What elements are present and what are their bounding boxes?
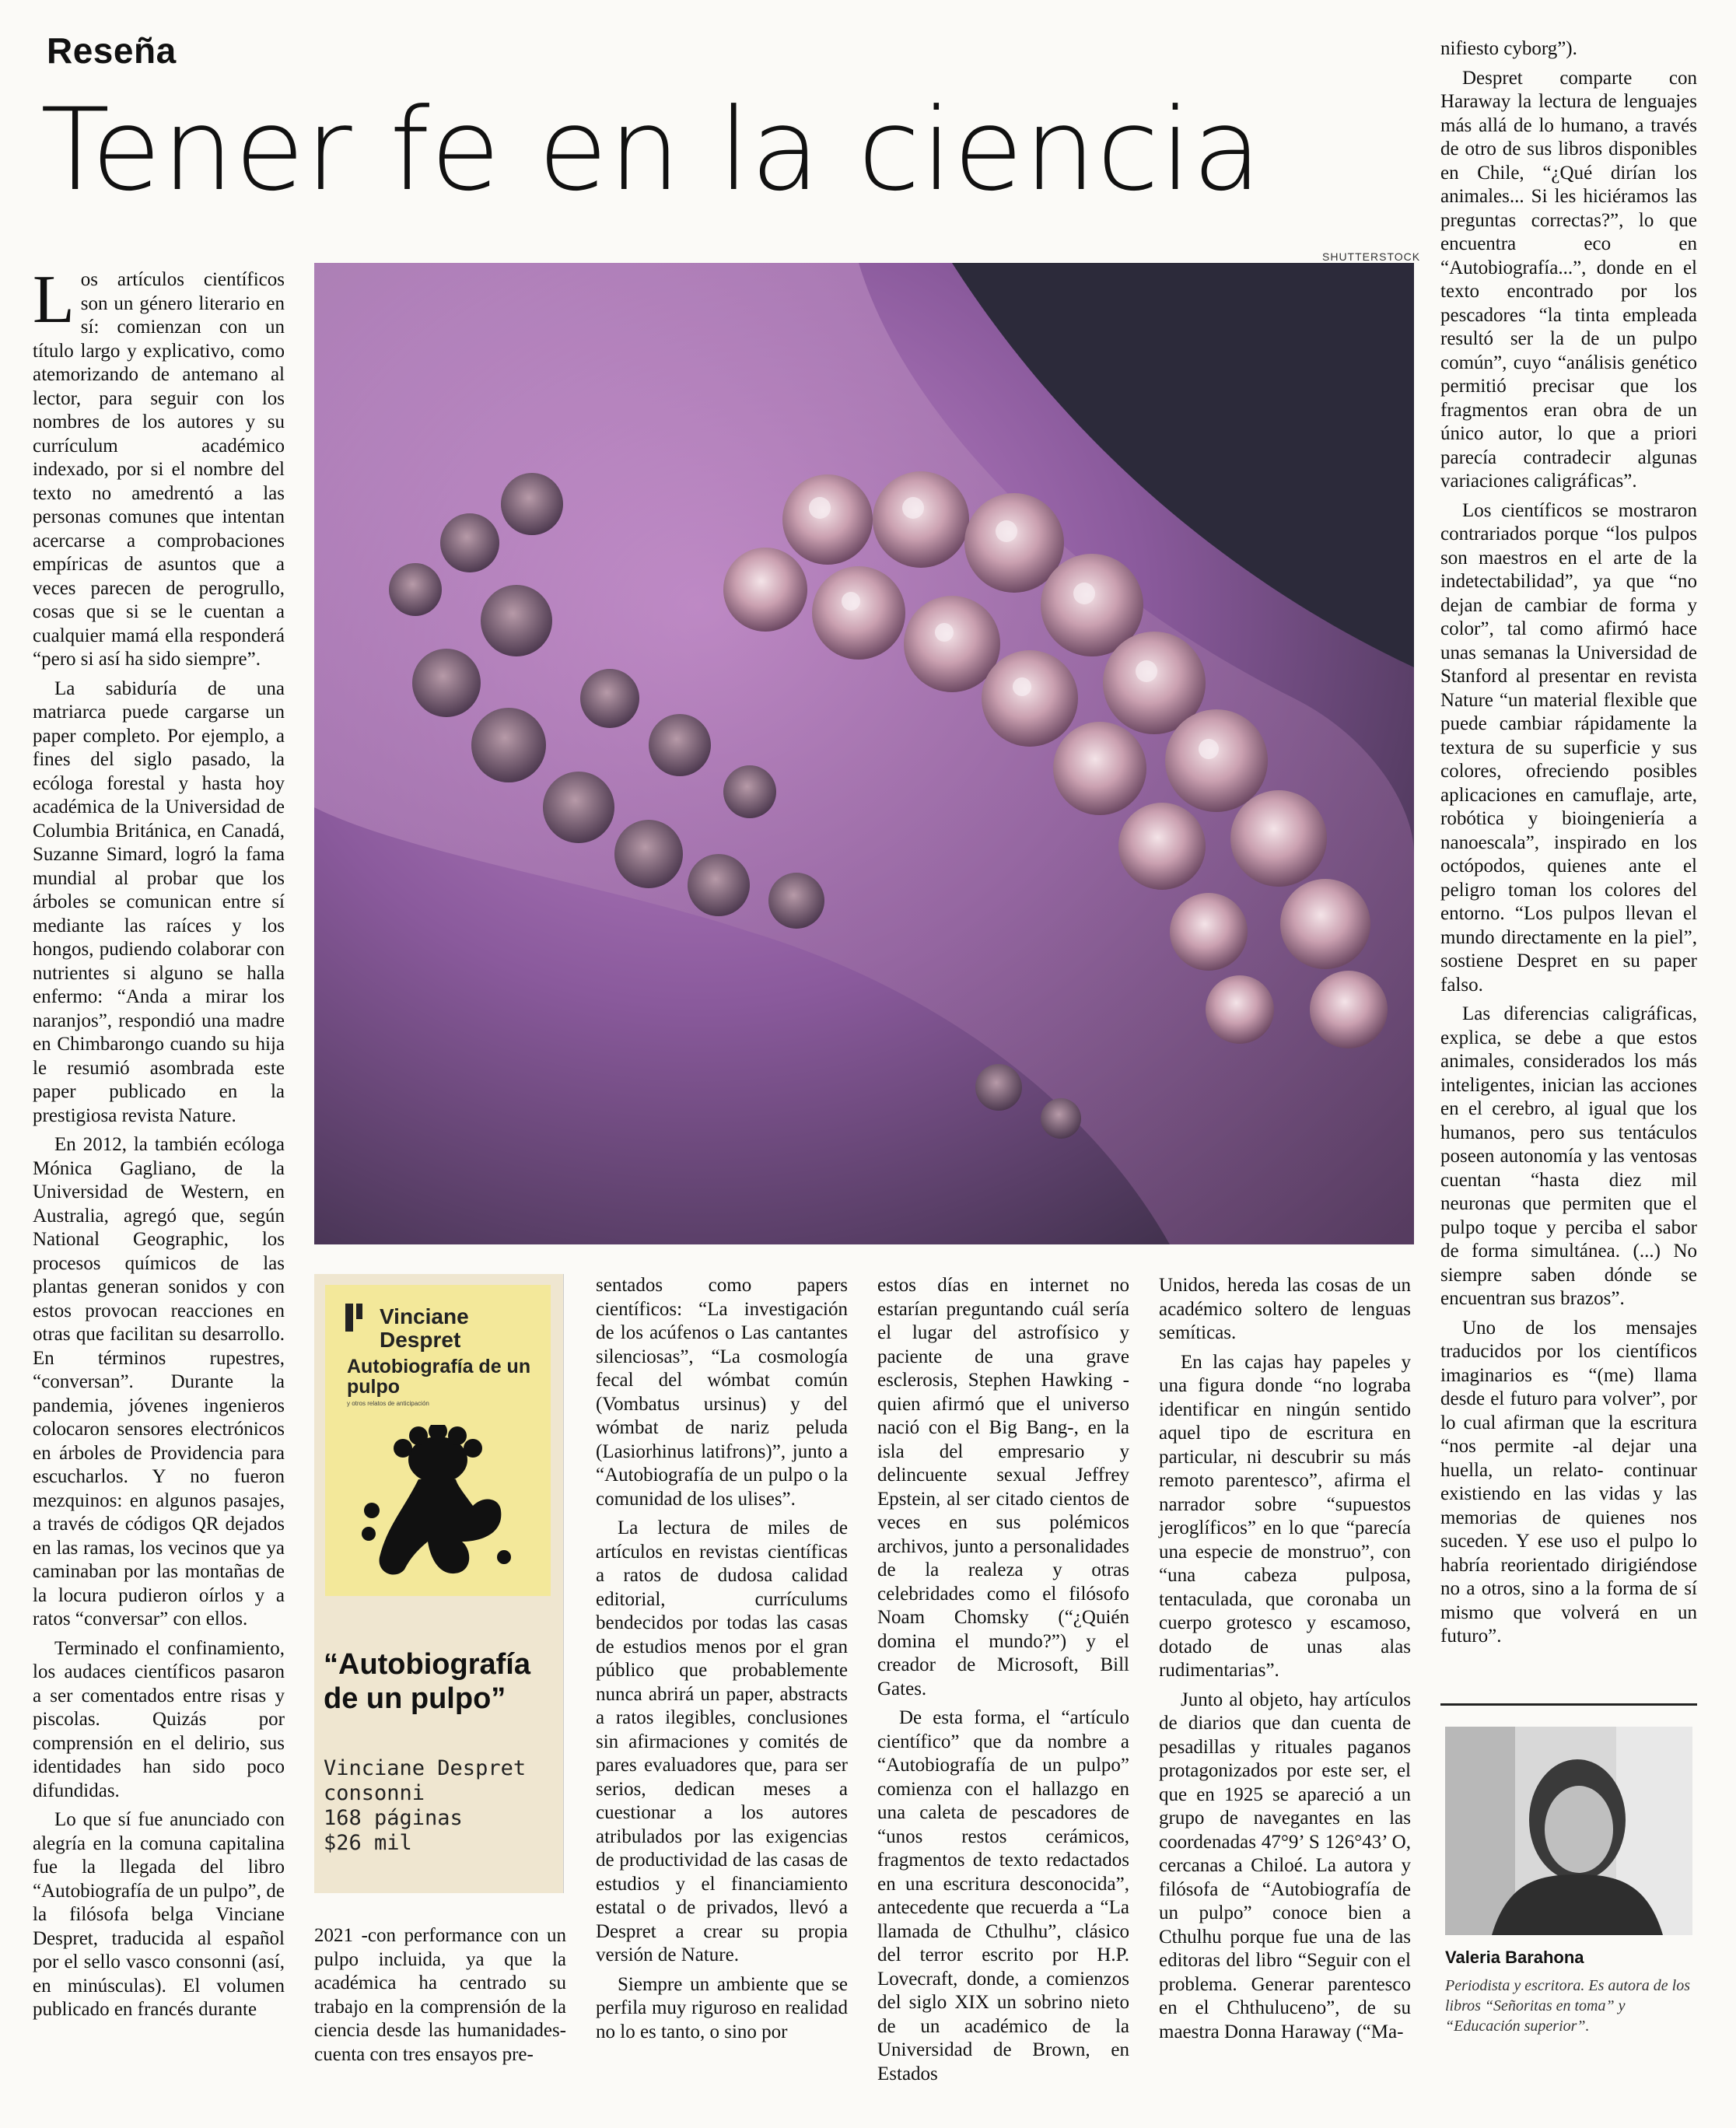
paragraph: Las diferencias caligráficas, explica, se debe a que estos animales, considerados los más inteligentes, inician las acciones en el cerebro, al igual que los humanos, pero sus tentáculos poseen autonomía y las ventosas cuentan “hasta diez mil neuronas que permiten que el pulpo toque y perciba el sabor de forma simultánea. (...) No siempre saben dónde se encuentran sus brazos”. xyxy=(1440,1003,1697,1309)
reviewer-name: Valeria Barahona xyxy=(1445,1948,1584,1967)
publisher-logo-icon xyxy=(342,1302,369,1333)
reviewer-bio: Periodista y escritora. Es autora de los libros “Señoritas en toma” y “Educación superior”. xyxy=(1445,1977,1690,2035)
book-publisher: consonni xyxy=(324,1781,425,1805)
paragraph: En 2012, la también ecóloga Mónica Gagliano, de la Universidad de Western, en Australia, agregó que, según National Geographic, los procesos químicos de las plantas generan sonidos y con estos provocan reacciones en otras que facilitan su desarrollo. En términos rupestres, “conversan”. Durante la pandemia, jóvenes ingenieros colocaron sensores electrónicos en árboles de Providencia para escucharlos. Y no fueron mezquinos: en algunos pasajes, a través de códigos QR dejados en las ramas, los vecinos que ya caminaban por las montañas de la locura pudieron oírlos y a ratos “conversar” con ellos. xyxy=(33,1134,285,1629)
paragraph: Lo que sí fue anunciado con alegría en la comuna capitalina fue la llegada del libro “Autobiografía de un pulpo”, de la filósofa belga Vinciane Despret, traducida al español por el sello vasco consonni (así, en minúsculas). El volumen publicado en francés durante xyxy=(33,1809,285,2020)
paragraph: Los científicos se mostraron contrariados porque “los pulpos son maestros en el arte de la indetectabilidad”, ya que “no dejan de cambiar de forma y color”, tal como afirmó hace unas semanas la Universidad de Stanford al presentar en revista Nature “un material flexible que puede cambiar rápidamente la textura de su superficie y sus colores, ofreciendo posibles aplicaciones en camuflaje, arte, robótica y bioingeniería a nanoescala”, inspirado en los octópodos, quienes ante el peligro toman los colores del entorno. “Los pulpos llevan el mundo directamente en la piel”, sostiene Despret en su paper falso. xyxy=(1440,499,1697,996)
paragraph: Uno de los mensajes traducidos por los científicos imaginarios es “(me) llama desde el futuro para volver”, por lo cual afirman que la escritura “nos permite -al dejar una huella, un relato- continuar existiendo en las vidas y las memorias de quienes nos suceden. Y ese uso el pulpo lo habría reorientado dirigiéndose no a otros, sino a la forma de sí mismo que volverá en un futuro”. xyxy=(1440,1317,1697,1647)
paragraph: En las cajas hay papeles y una figura donde “no lograba identificar en ningún sentido aquel tipo de escritura en particular, ni descubrir su más remoto parentesco”, afirma el narrador sobre “supuestos jeroglíficos” en lo que “parecía una especie de monstruo”, con “una cabeza pulposa, tentaculada, que coronaba un cuerpo grotesco y escamoso, dotado de unas alas rudimentarias”. xyxy=(1159,1351,1411,1681)
book-author: Vinciane Despret xyxy=(324,1756,527,1780)
reviewer-portrait xyxy=(1445,1727,1692,1935)
article-column-2 xyxy=(314,1924,566,2111)
octopus-illustration-icon xyxy=(356,1425,520,1588)
paragraph: Terminado el confinamiento, los audaces científicos pasaron a ser comentados entre risas y piscolas. Quizás por comprensión en el delirio, sus identidades han sido poco difundidas. xyxy=(33,1637,285,1801)
article-column-5 xyxy=(1159,1274,1411,2114)
cover-title: Autobiografía de un pulpo xyxy=(347,1356,531,1398)
paragraph: Junto al objeto, hay artículos de diarios que dan cuenta de pesadillas y rituales paganos protagonizados por este ser, el que en 1925 se apareció a un grupo de navegantes en las coordenadas 47°9’ S 126°43’ O, cercanas a Chiloé. La autora y filósofa de “Autobiografía de un pulpo” conoce bien a Cthulhu porque fue una de las editoras del libro “Seguir con el problema. Generar parentesco en el Chthuluceno”, de su maestra Donna Haraway (“Ma- xyxy=(1159,1689,1411,2042)
paragraph: La sabiduría de una matriarca puede cargarse un paper completo. Por ejemplo, a fines del siglo pasado, la ecóloga forestal y hasta hoy académica de la Universidad de Columbia Británica, en Canadá, Suzanne Simard, logró la fama mundial al probar que los árboles se comunican entre sí mediante las raíces y los hongos, pudiendo colaborar con nutrientes si alguno se halla enfermo: “Anda a mirar los naranjos”, respondió una madre en Chimbarongo cuando su hija le resumió asombrada este paper publicado en la prestigiosa revista Nature. xyxy=(33,677,285,1126)
paragraph: 2021 -con performance con un pulpo incluida, ya que la académica ha centrado su trabajo en la comprensión de la ciencia desde las humanidades- cuenta con tres ensayos pre- xyxy=(314,1925,566,2065)
paragraph: Despret comparte con Haraway la lectura de lenguajes más allá de lo humano, a través de otro de sus libros disponibles en Chile, “¿Qué dirían los animales... Si les hiciéramos las preguntas correctas?”, lo que encuentra eco en “Autobiografía...”, donde en el texto encontrado por los pescadores “la tinta empleada resultó ser la de un pulpo común”, cuyo “análisis genético permitió precisar que los fragmentos eran obra de un único autor, lo que a priori parecía contradecir algunas variaciones caligráficas”. xyxy=(1440,67,1697,492)
octopus-photo xyxy=(314,263,1414,1244)
cover-subtitle: y otros relatos de anticipación xyxy=(347,1400,429,1407)
book-price: $26 mil xyxy=(324,1831,412,1855)
article-column-3 xyxy=(596,1274,848,2114)
book-details xyxy=(324,1756,526,1856)
paragraph: sentados como papers científicos: “La investigación de los acúfenos o Las cantantes silenciosas”, “La cosmología fecal del wómbat común (Vombatus ursinus) y del wómbat de nariz peluda (Lasiorhinus latifrons)”, junto a “Autobiografía de un pulpo o la comunidad de los ulises”. xyxy=(596,1275,848,1510)
paragraph: nifiesto cyborg”). xyxy=(1440,38,1577,59)
paragraph: De esta forma, el “artículo científico” que da nombre a “Autobiografía de un pulpo” comienza con el hallazgo en una caleta de pescadores de “unos restos cerámicos, fragmentos de texto redactados en una escritura desconocida”, antecedente que recuerda a “La llamada de Cthulhu”, clásico del terror escrito por H.P. Lovecraft, donde, a comienzos del siglo XIX un sobrino nieto de un académico de la Universidad de Brown, en Estados xyxy=(877,1707,1129,2084)
paragraph: Los artículos científicos son un género literario en sí: comienzan con un título largo y explicativo, como atemorizando de antemano al lector, para seguir con los nombres de los autores y su currículum académico indexado, por si el nombre del texto no amedrentó a las personas comunes que intentan acercarse a comprobaciones empíricas de asuntos que a veces parecen de perogrullo, cosas que si se le cuentan a cualquier mamá ella responderá “pero si así ha sido siempre”. xyxy=(33,262,285,670)
book-title: “Autobiografía de un pulpo” xyxy=(324,1648,530,1715)
paragraph: Siempre un ambiente que se perfila muy riguroso en realidad no lo es tanto, o sino por xyxy=(596,1973,848,2042)
article-column-1 xyxy=(33,262,285,2112)
article-column-6 xyxy=(1440,37,1697,1694)
book-pages: 168 páginas xyxy=(324,1806,463,1830)
paragraph: La lectura de miles de artículos en revistas científicas a ratos de dudosa calidad editorial, currículums bendecidos por todas las casas de estudios menos por el gran público que probablemente nunca abrirá un paper, abstracts a ratos ilegibles, conclusiones sin afirmaciones y comités de pares evaluadores que, para ser serios, dedican meses a cuestionar a los autores atribulados por las exigencias de productividad de las casas de estudios y el financiamiento estatal o de privados, llevó a Despret a crear su propia versión de Nature. xyxy=(596,1517,848,1965)
book-cover xyxy=(325,1285,551,1596)
article-column-4 xyxy=(877,1274,1129,2114)
paragraph: Unidos, hereda las cosas de un académico soltero de lenguas semíticas. xyxy=(1159,1275,1411,1343)
divider xyxy=(1440,1703,1697,1706)
section-label: Reseña xyxy=(47,30,177,71)
photo-credit: SHUTTERSTOCK xyxy=(1322,250,1421,263)
book-info-box xyxy=(314,1274,564,1893)
cover-author: Vinciane Despret xyxy=(380,1304,469,1352)
dropcap: L xyxy=(33,262,75,338)
paragraph: estos días en internet no estarían preguntando cuál sería el lugar del astrofísico y paciente de una grave esclerosis, Stephen Hawking -quien afirmó que el universo nació con el Big Bang-, en la isla del empresario y delincuente sexual Jeffrey Epstein, al ser citado cientos de veces en sus polémicos archivos, junto a personalidades de la realeza y otras celebridades como el filósofo Noam Chomsky (“¿Quién domina el mundo?”) y el creador de Microsoft, Bill Gates. xyxy=(877,1275,1129,1699)
headline: Tener fe en la ciencia xyxy=(40,84,1263,216)
